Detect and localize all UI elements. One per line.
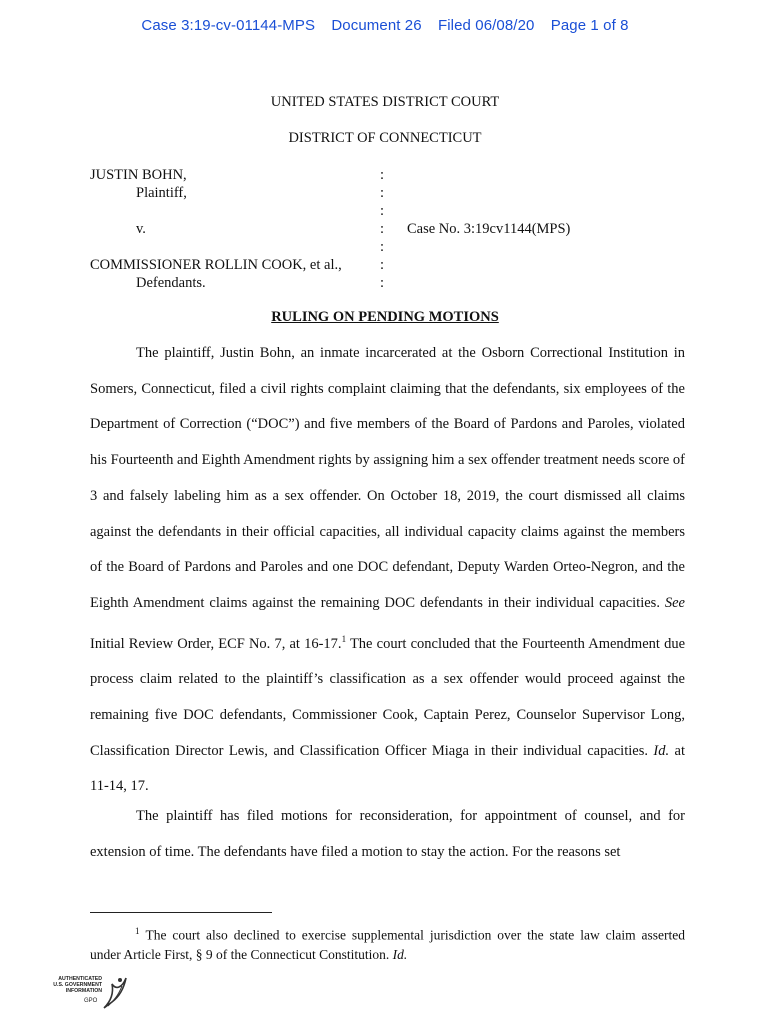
footnote-citation-id: Id. — [392, 946, 408, 962]
caption-colon: : — [380, 221, 385, 237]
paragraph-1-text-d: at 11-14, 17. — [90, 742, 686, 795]
gpo-mark: GPO — [84, 998, 98, 1004]
gpo-seal-line-3: INFORMATION — [65, 988, 102, 994]
body-paragraph-2 — [90, 799, 685, 870]
gpo-authentication-seal — [44, 968, 134, 1014]
paragraph-1-text-c: The court concluded that the Fourteenth Amendment due process claim related to the plaintiff’s classification as a sex offender would proceed against the remaining five DOC defendants, Commissioner Cook, Captain Perez, Counselor Supervisor Long, Classification Director Lewis, and Classification Officer Miaga in their individual capacities. — [90, 635, 685, 759]
plaintiff-name: JUSTIN BOHN, — [90, 167, 187, 183]
case-number: Case No. 3:19cv1144(MPS) — [407, 221, 571, 237]
court-district: DISTRICT OF CONNECTICUT — [288, 130, 482, 146]
plaintiff-role: Plaintiff, — [136, 185, 187, 201]
eagle-seal-icon — [100, 972, 130, 1012]
paragraph-1-text-b: Initial Review Order, ECF No. 7, at 16-17. — [90, 635, 342, 652]
court-name: UNITED STATES DISTRICT COURT — [270, 94, 500, 110]
versus-label: v. — [136, 221, 146, 237]
footnote-reference[interactable]: 1 — [341, 633, 347, 644]
case-number-stamp: Case 3:19-cv-01144-MPS — [141, 17, 316, 34]
footnote-text: The court also declined to exercise supplemental jurisdiction over the state law claim asserted under Article First, § 9 of the Connecticut Constitution. — [90, 927, 685, 962]
citation-id: Id. — [653, 742, 670, 759]
defendant-name: COMMISSIONER ROLLIN COOK, et al., — [90, 257, 342, 273]
citation-see: See — [664, 594, 685, 611]
footnote-number: 1 — [135, 926, 140, 936]
page-count-stamp: Page 1 of 8 — [550, 17, 629, 34]
caption-colon: : — [380, 203, 385, 219]
paragraph-2-text: The plaintiff has filed motions for reconsideration, for appointment of counsel, and for extension of time. The defendants have filed a motion to stay the action. For the reasons set — [90, 808, 685, 860]
caption-colon: : — [380, 257, 385, 273]
filing-header-stamp — [0, 17, 770, 34]
footnote-divider — [90, 912, 272, 913]
gpo-seal-text — [44, 976, 102, 994]
caption-colons — [380, 166, 390, 292]
defendant-role: Defendants. — [136, 275, 206, 291]
paragraph-1-text-a: The plaintiff, Justin Bohn, an inmate incarcerated at the Osborn Correctional Institution in Somers, Connecticut, filed a civil rights complaint claiming that the defendants, six employees of the Department of Correction (“DOC”) and five members of the Board of Pardons and Paroles, violated his Fourteenth and Eighth Amendment rights by assigning him a sex offender treatment needs score of 3 and falsely labeling him as a sex offender. On October 18, 2019, the court dismissed all claims against the defendants in their official capacities, all individual capacity claims against the members of the Board of Pardons and Paroles and one DOC defendant, Deputy Warden Orteo-Negron, and the Eighth Amendment claims against the remaining DOC defendants in their individual capacities. — [90, 345, 685, 611]
caption-parties — [90, 166, 380, 292]
caption-blank — [90, 238, 380, 256]
caption-colon: : — [380, 167, 385, 183]
ruling-title: RULING ON PENDING MOTIONS — [271, 309, 499, 325]
footnote — [90, 922, 685, 964]
gpo-seal-line-1: AUTHENTICATED — [58, 976, 102, 982]
document-number-stamp: Document 26 — [331, 17, 422, 34]
gpo-seal-line-2: U.S. GOVERNMENT — [53, 982, 102, 988]
caption-colon: : — [380, 185, 385, 201]
caption-colon: : — [380, 275, 385, 291]
filed-date-stamp: Filed 06/08/20 — [437, 17, 535, 34]
caption-blank — [90, 202, 380, 220]
caption-colon: : — [380, 239, 385, 255]
body-paragraph-1 — [90, 336, 685, 805]
